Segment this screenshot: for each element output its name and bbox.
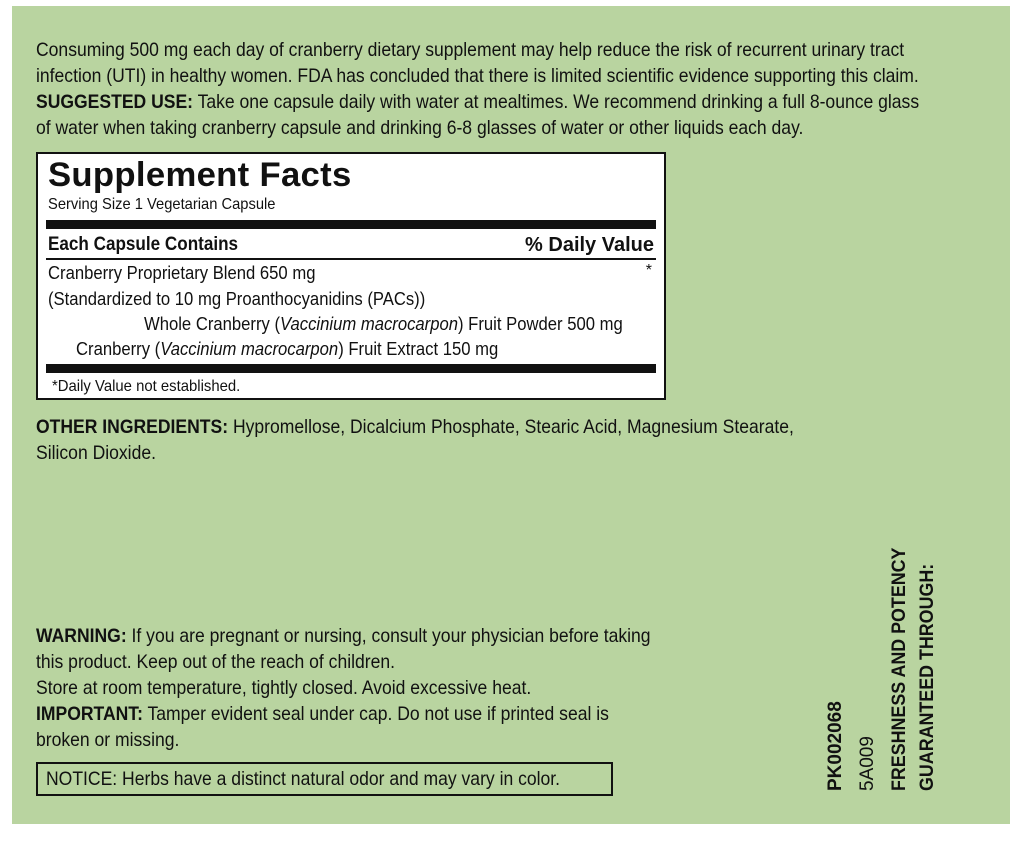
facts-item-1-post: ) Fruit Powder 500 mg (458, 313, 623, 334)
product-code-1: PK002068 (825, 701, 846, 791)
facts-item-1-species: Vaccinium macrocarpon (280, 313, 459, 334)
facts-item-2-pre: Cranberry ( (76, 338, 161, 359)
freshness-line-2: GUARANTEED THROUGH: (917, 563, 938, 791)
warning-text-1: If you are pregnant or nursing, consult your physician before taking (131, 625, 651, 647)
freshness-line-1: FRESHNESS AND POTENCY (889, 547, 910, 791)
facts-item-1-pre: Whole Cranberry ( (144, 313, 281, 334)
product-code-2: 5A009 (857, 736, 878, 791)
facts-item-2-species: Vaccinium macrocarpon (160, 338, 339, 359)
suggested-use-line-1 (36, 90, 919, 115)
facts-header-left: Each Capsule Contains (48, 234, 239, 255)
other-ingredients-label: OTHER INGREDIENTS: (36, 416, 229, 438)
facts-item-row-1 (144, 313, 623, 335)
facts-blend-row: Cranberry Proprietary Blend 650 mg (48, 262, 316, 283)
suggested-use-label: SUGGESTED USE: (36, 91, 194, 113)
facts-standardized-row: (Standardized to 10 mg Proanthocyanidins (PACs)) (48, 288, 426, 309)
facts-rule-mid (46, 258, 656, 260)
facts-item-2-post: ) Fruit Extract 150 mg (338, 338, 499, 359)
claim-line-1: Consuming 500 mg each day of cranberry dietary supplement may help reduce the risk of recurrent urinary tract (36, 39, 905, 61)
facts-rule-top (46, 220, 656, 229)
warning-line-1 (36, 624, 651, 649)
serving-size: Serving Size 1 Vegetarian Capsule (48, 196, 276, 213)
other-ingredients-text-1: Hypromellose, Dicalcium Phosphate, Stearic Acid, Magnesium Stearate, (232, 416, 794, 438)
important-label: IMPORTANT: (36, 703, 143, 725)
label-panel (12, 6, 1010, 824)
other-ingredients-line-1 (36, 415, 794, 440)
facts-item-row-2 (76, 338, 498, 360)
supplement-facts-box (36, 152, 666, 400)
storage-line: Store at room temperature, tightly closed. Avoid excessive heat. (36, 677, 532, 699)
warning-label: WARNING: (36, 625, 127, 647)
other-ingredients-line-2: Silicon Dioxide. (36, 442, 156, 464)
suggested-use-text-1: Take one capsule daily with water at mealtimes. We recommend drinking a full 8-ounce glass (197, 91, 920, 113)
facts-blend-star: * (645, 262, 652, 279)
important-text-1: Tamper evident seal under cap. Do not use if printed seal is (147, 703, 609, 725)
facts-footnote: *Daily Value not established. (52, 378, 241, 395)
supplement-facts-title: Supplement Facts (48, 156, 352, 194)
notice-box (36, 762, 613, 796)
important-line-1 (36, 702, 609, 727)
notice-text: NOTICE: Herbs have a distinct natural odor and may vary in color. (46, 768, 561, 790)
warning-line-2: this product. Keep out of the reach of children. (36, 651, 396, 673)
important-line-2: broken or missing. (36, 729, 180, 751)
suggested-use-line-2: of water when taking cranberry capsule and drinking 6-8 glasses of water or other liquids each day. (36, 117, 804, 139)
facts-rule-bottom (46, 364, 656, 373)
facts-header-right: % Daily Value (525, 234, 654, 256)
claim-line-2: infection (UTI) in healthy women. FDA has concluded that there is limited scientific evidence supporting this claim. (36, 65, 919, 87)
